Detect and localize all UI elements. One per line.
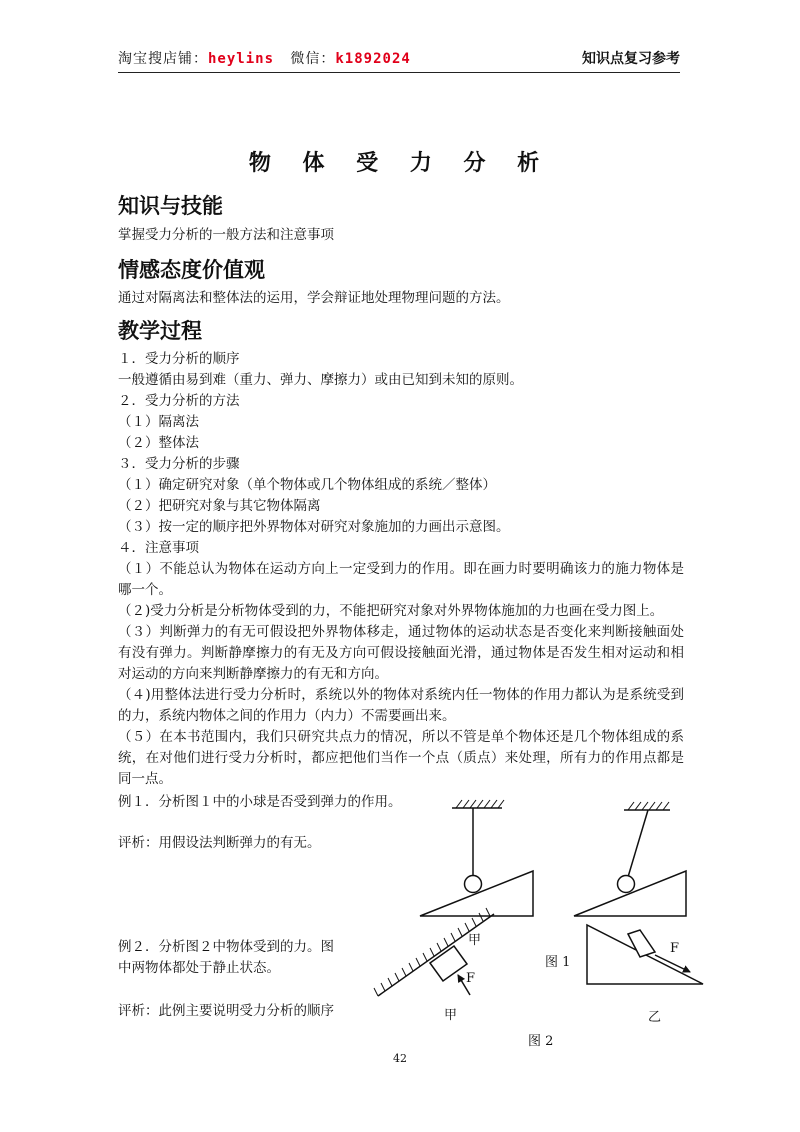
page-title: 物 体 受 力 分 析 <box>248 151 552 176</box>
figure-2-caption: 图 2 <box>528 1034 554 1049</box>
example-1-comment: 评析：用假设法判断弹力的有无。 <box>118 835 321 851</box>
fig2-jia-caption: 甲 <box>444 1008 458 1023</box>
body-line: （２）整体法 <box>118 435 199 451</box>
note-1: （１）不能总认为物体在运动方向上一定受到力的作用。即在画力时要明确该力的施力物体是哪一个。 <box>118 561 684 598</box>
note-2: （２)受力分析是分析物体受到的力，不能把研究对象对外界物体施加的力也画在受力图上。 <box>118 603 664 619</box>
fig2-jia-force-label: F <box>466 971 476 986</box>
example-2-line-2: 中两物体都处于静止状态。 <box>118 960 280 976</box>
fig2-jia-top-label: 甲 <box>468 933 482 948</box>
body-line: （２）把研究对象与其它物体隔离 <box>118 498 321 514</box>
example-2-comment: 评析：此例主要说明受力分析的顺序 <box>118 1003 334 1019</box>
body-line: 一般遵循由易到难（重力、弹力、摩擦力）或由已知到未知的原则。 <box>118 372 523 388</box>
fig2-yi-force-label: F <box>670 941 680 956</box>
body-line: １．受力分析的顺序 <box>118 351 240 367</box>
wechat-id: k1892024 <box>335 51 411 67</box>
shop-label: 淘宝搜店铺： <box>118 51 208 67</box>
figure-1-caption: 图 1 <box>545 955 571 970</box>
body-line: ３．受力分析的步骤 <box>118 456 240 472</box>
page-number: 42 <box>393 1052 407 1065</box>
example-2-line-1: 例２．分析图２中物体受到的力。图 <box>118 939 334 955</box>
body-line: （３）按一定的顺序把外界物体对研究对象施加的力画出示意图。 <box>118 519 510 535</box>
emotion-text: 通过对隔离法和整体法的运用，学会辩证地处理物理问题的方法。 <box>118 290 510 306</box>
process-heading: 教学过程 <box>118 319 202 343</box>
note-3: （３）判断弹力的有无可假设把外界物体移走，通过物体的运动状态是否变化来判断接触面处有没有弹力。判断静摩擦力的有无及方向可假设接触面光滑，通过物体是否发生相对运动和相对运动的方向来判断静摩擦力的有无和方向。 <box>118 624 684 682</box>
wechat-label: 微信： <box>290 51 336 67</box>
example-1: 例１．分析图１中的小球是否受到弹力的作用。 <box>118 794 402 810</box>
shop-name: heylins <box>208 51 275 67</box>
knowledge-text: 掌握受力分析的一般方法和注意事项 <box>118 227 334 243</box>
fig1-right-setup <box>574 802 686 916</box>
fig2-yi-caption: 乙 <box>648 1010 662 1025</box>
emotion-heading: 情感态度价值观 <box>118 258 265 282</box>
fig2-yi-setup <box>587 925 703 984</box>
header-right-text: 知识点复习参考 <box>582 51 680 67</box>
body-line: ２．受力分析的方法 <box>118 393 240 409</box>
knowledge-heading: 知识与技能 <box>118 194 223 218</box>
body-line: （１）隔离法 <box>118 414 199 430</box>
body-line: ４．注意事项 <box>118 540 199 556</box>
body-line: （１）确定研究对象（单个物体或几个物体组成的系统／整体） <box>118 477 496 493</box>
note-5: （５）在本书范围内，我们只研究共点力的情况，所以不管是单个物体还是几个物体组成的系统，在对他们进行受力分析时，都应把他们当作一个点（质点）来处理，所有力的作用点都是同一点。 <box>118 729 684 787</box>
note-4: （４)用整体法进行受力分析时，系统以外的物体对系统内任一物体的作用力都认为是系统受到的力，系统内物体之间的作用力（内力）不需要画出来。 <box>118 687 684 724</box>
fig2-jia-setup <box>374 908 494 996</box>
fig1-left-setup <box>420 800 533 916</box>
